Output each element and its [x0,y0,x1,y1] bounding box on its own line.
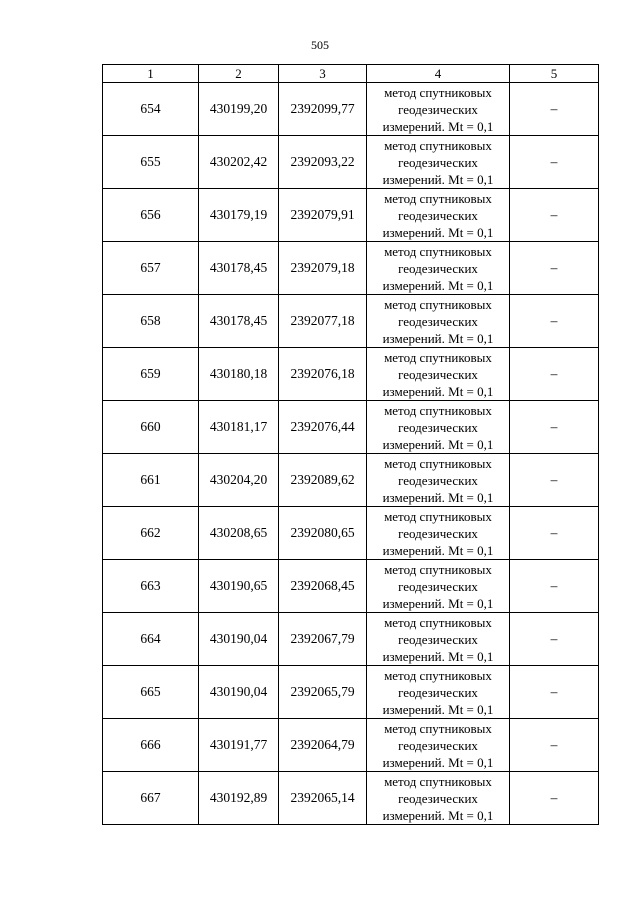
method-line: метод спутниковых [384,614,492,630]
method-line: метод спутниковых [384,720,492,736]
coordinates-table [102,64,599,825]
y-coordinate-cell: 2392099,77 [279,83,367,136]
y-coordinate-cell: 2392067,79 [279,613,367,666]
method-line: метод спутниковых [384,667,492,683]
point-number-cell: 667 [103,772,199,825]
method-line: измерений. Mt = 0,1 [382,383,494,399]
method-line: геодезических [398,207,478,223]
method-line: метод спутниковых [384,349,492,365]
method-cell [367,666,510,719]
method-line: измерений. Mt = 0,1 [382,489,494,505]
point-number-cell: 659 [103,348,199,401]
x-coordinate-cell: 430190,65 [199,560,279,613]
method-line: измерений. Mt = 0,1 [382,542,494,558]
method-line: геодезических [398,472,478,488]
point-number-cell: 660 [103,401,199,454]
x-coordinate-cell: 430180,18 [199,348,279,401]
method-line: геодезических [398,313,478,329]
method-line: геодезических [398,260,478,276]
table-row [103,136,599,189]
x-coordinate-cell: 430181,17 [199,401,279,454]
column-header: 4 [367,65,510,83]
y-coordinate-cell: 2392080,65 [279,507,367,560]
method-line: метод спутниковых [384,455,492,471]
point-number-cell: 655 [103,136,199,189]
method-line: измерений. Mt = 0,1 [382,330,494,346]
note-cell: – [510,189,599,242]
method-line: геодезических [398,578,478,594]
method-line: метод спутниковых [384,561,492,577]
method-line: метод спутниковых [384,137,492,153]
x-coordinate-cell: 430178,45 [199,242,279,295]
y-coordinate-cell: 2392068,45 [279,560,367,613]
table-row [103,507,599,560]
point-number-cell: 662 [103,507,199,560]
x-coordinate-cell: 430178,45 [199,295,279,348]
table-row [103,401,599,454]
y-coordinate-cell: 2392079,91 [279,189,367,242]
method-cell [367,136,510,189]
method-line: геодезических [398,684,478,700]
method-cell [367,295,510,348]
table-row [103,348,599,401]
note-cell: – [510,613,599,666]
method-cell [367,613,510,666]
note-cell: – [510,83,599,136]
y-coordinate-cell: 2392064,79 [279,719,367,772]
point-number-cell: 656 [103,189,199,242]
page-number: 505 [311,38,329,52]
method-line: измерений. Mt = 0,1 [382,701,494,717]
table-row [103,666,599,719]
method-cell [367,189,510,242]
point-number-cell: 666 [103,719,199,772]
table-row [103,719,599,772]
point-number-cell: 658 [103,295,199,348]
point-number-cell: 664 [103,613,199,666]
table-row [103,189,599,242]
x-coordinate-cell: 430190,04 [199,613,279,666]
method-cell [367,242,510,295]
method-line: геодезических [398,525,478,541]
method-line: геодезических [398,419,478,435]
method-line: геодезических [398,737,478,753]
method-line: метод спутниковых [384,296,492,312]
note-cell: – [510,348,599,401]
method-line: геодезических [398,101,478,117]
method-line: геодезических [398,154,478,170]
table-row [103,613,599,666]
x-coordinate-cell: 430208,65 [199,507,279,560]
point-number-cell: 663 [103,560,199,613]
table-row [103,772,599,825]
y-coordinate-cell: 2392089,62 [279,454,367,507]
table-header-row [103,65,599,83]
y-coordinate-cell: 2392065,79 [279,666,367,719]
y-coordinate-cell: 2392093,22 [279,136,367,189]
point-number-cell: 665 [103,666,199,719]
note-cell: – [510,454,599,507]
method-line: геодезических [398,790,478,806]
table-row [103,295,599,348]
method-line: измерений. Mt = 0,1 [382,807,494,823]
method-line: измерений. Mt = 0,1 [382,648,494,664]
column-header: 1 [103,65,199,83]
table-row [103,560,599,613]
column-header: 2 [199,65,279,83]
x-coordinate-cell: 430190,04 [199,666,279,719]
point-number-cell: 654 [103,83,199,136]
y-coordinate-cell: 2392077,18 [279,295,367,348]
x-coordinate-cell: 430204,20 [199,454,279,507]
method-cell [367,560,510,613]
note-cell: – [510,242,599,295]
method-line: измерений. Mt = 0,1 [382,224,494,240]
table-row [103,454,599,507]
method-line: измерений. Mt = 0,1 [382,436,494,452]
note-cell: – [510,401,599,454]
table-row [103,83,599,136]
method-cell [367,401,510,454]
method-line: метод спутниковых [384,773,492,789]
y-coordinate-cell: 2392076,18 [279,348,367,401]
note-cell: – [510,719,599,772]
method-line: измерений. Mt = 0,1 [382,118,494,134]
note-cell: – [510,666,599,719]
y-coordinate-cell: 2392076,44 [279,401,367,454]
method-line: метод спутниковых [384,84,492,100]
x-coordinate-cell: 430202,42 [199,136,279,189]
point-number-cell: 661 [103,454,199,507]
method-line: метод спутниковых [384,190,492,206]
method-line: измерений. Mt = 0,1 [382,754,494,770]
method-line: измерений. Mt = 0,1 [382,595,494,611]
note-cell: – [510,560,599,613]
y-coordinate-cell: 2392079,18 [279,242,367,295]
method-cell [367,454,510,507]
method-line: геодезических [398,366,478,382]
method-line: измерений. Mt = 0,1 [382,171,494,187]
column-header: 3 [279,65,367,83]
point-number-cell: 657 [103,242,199,295]
column-header: 5 [510,65,599,83]
x-coordinate-cell: 430192,89 [199,772,279,825]
table-row [103,242,599,295]
method-cell [367,719,510,772]
x-coordinate-cell: 430179,19 [199,189,279,242]
y-coordinate-cell: 2392065,14 [279,772,367,825]
note-cell: – [510,136,599,189]
method-cell [367,507,510,560]
method-line: геодезических [398,631,478,647]
method-line: метод спутниковых [384,508,492,524]
method-cell [367,348,510,401]
note-cell: – [510,295,599,348]
note-cell: – [510,507,599,560]
x-coordinate-cell: 430191,77 [199,719,279,772]
method-line: измерений. Mt = 0,1 [382,277,494,293]
method-cell [367,83,510,136]
note-cell: – [510,772,599,825]
method-line: метод спутниковых [384,402,492,418]
method-cell [367,772,510,825]
x-coordinate-cell: 430199,20 [199,83,279,136]
method-line: метод спутниковых [384,243,492,259]
